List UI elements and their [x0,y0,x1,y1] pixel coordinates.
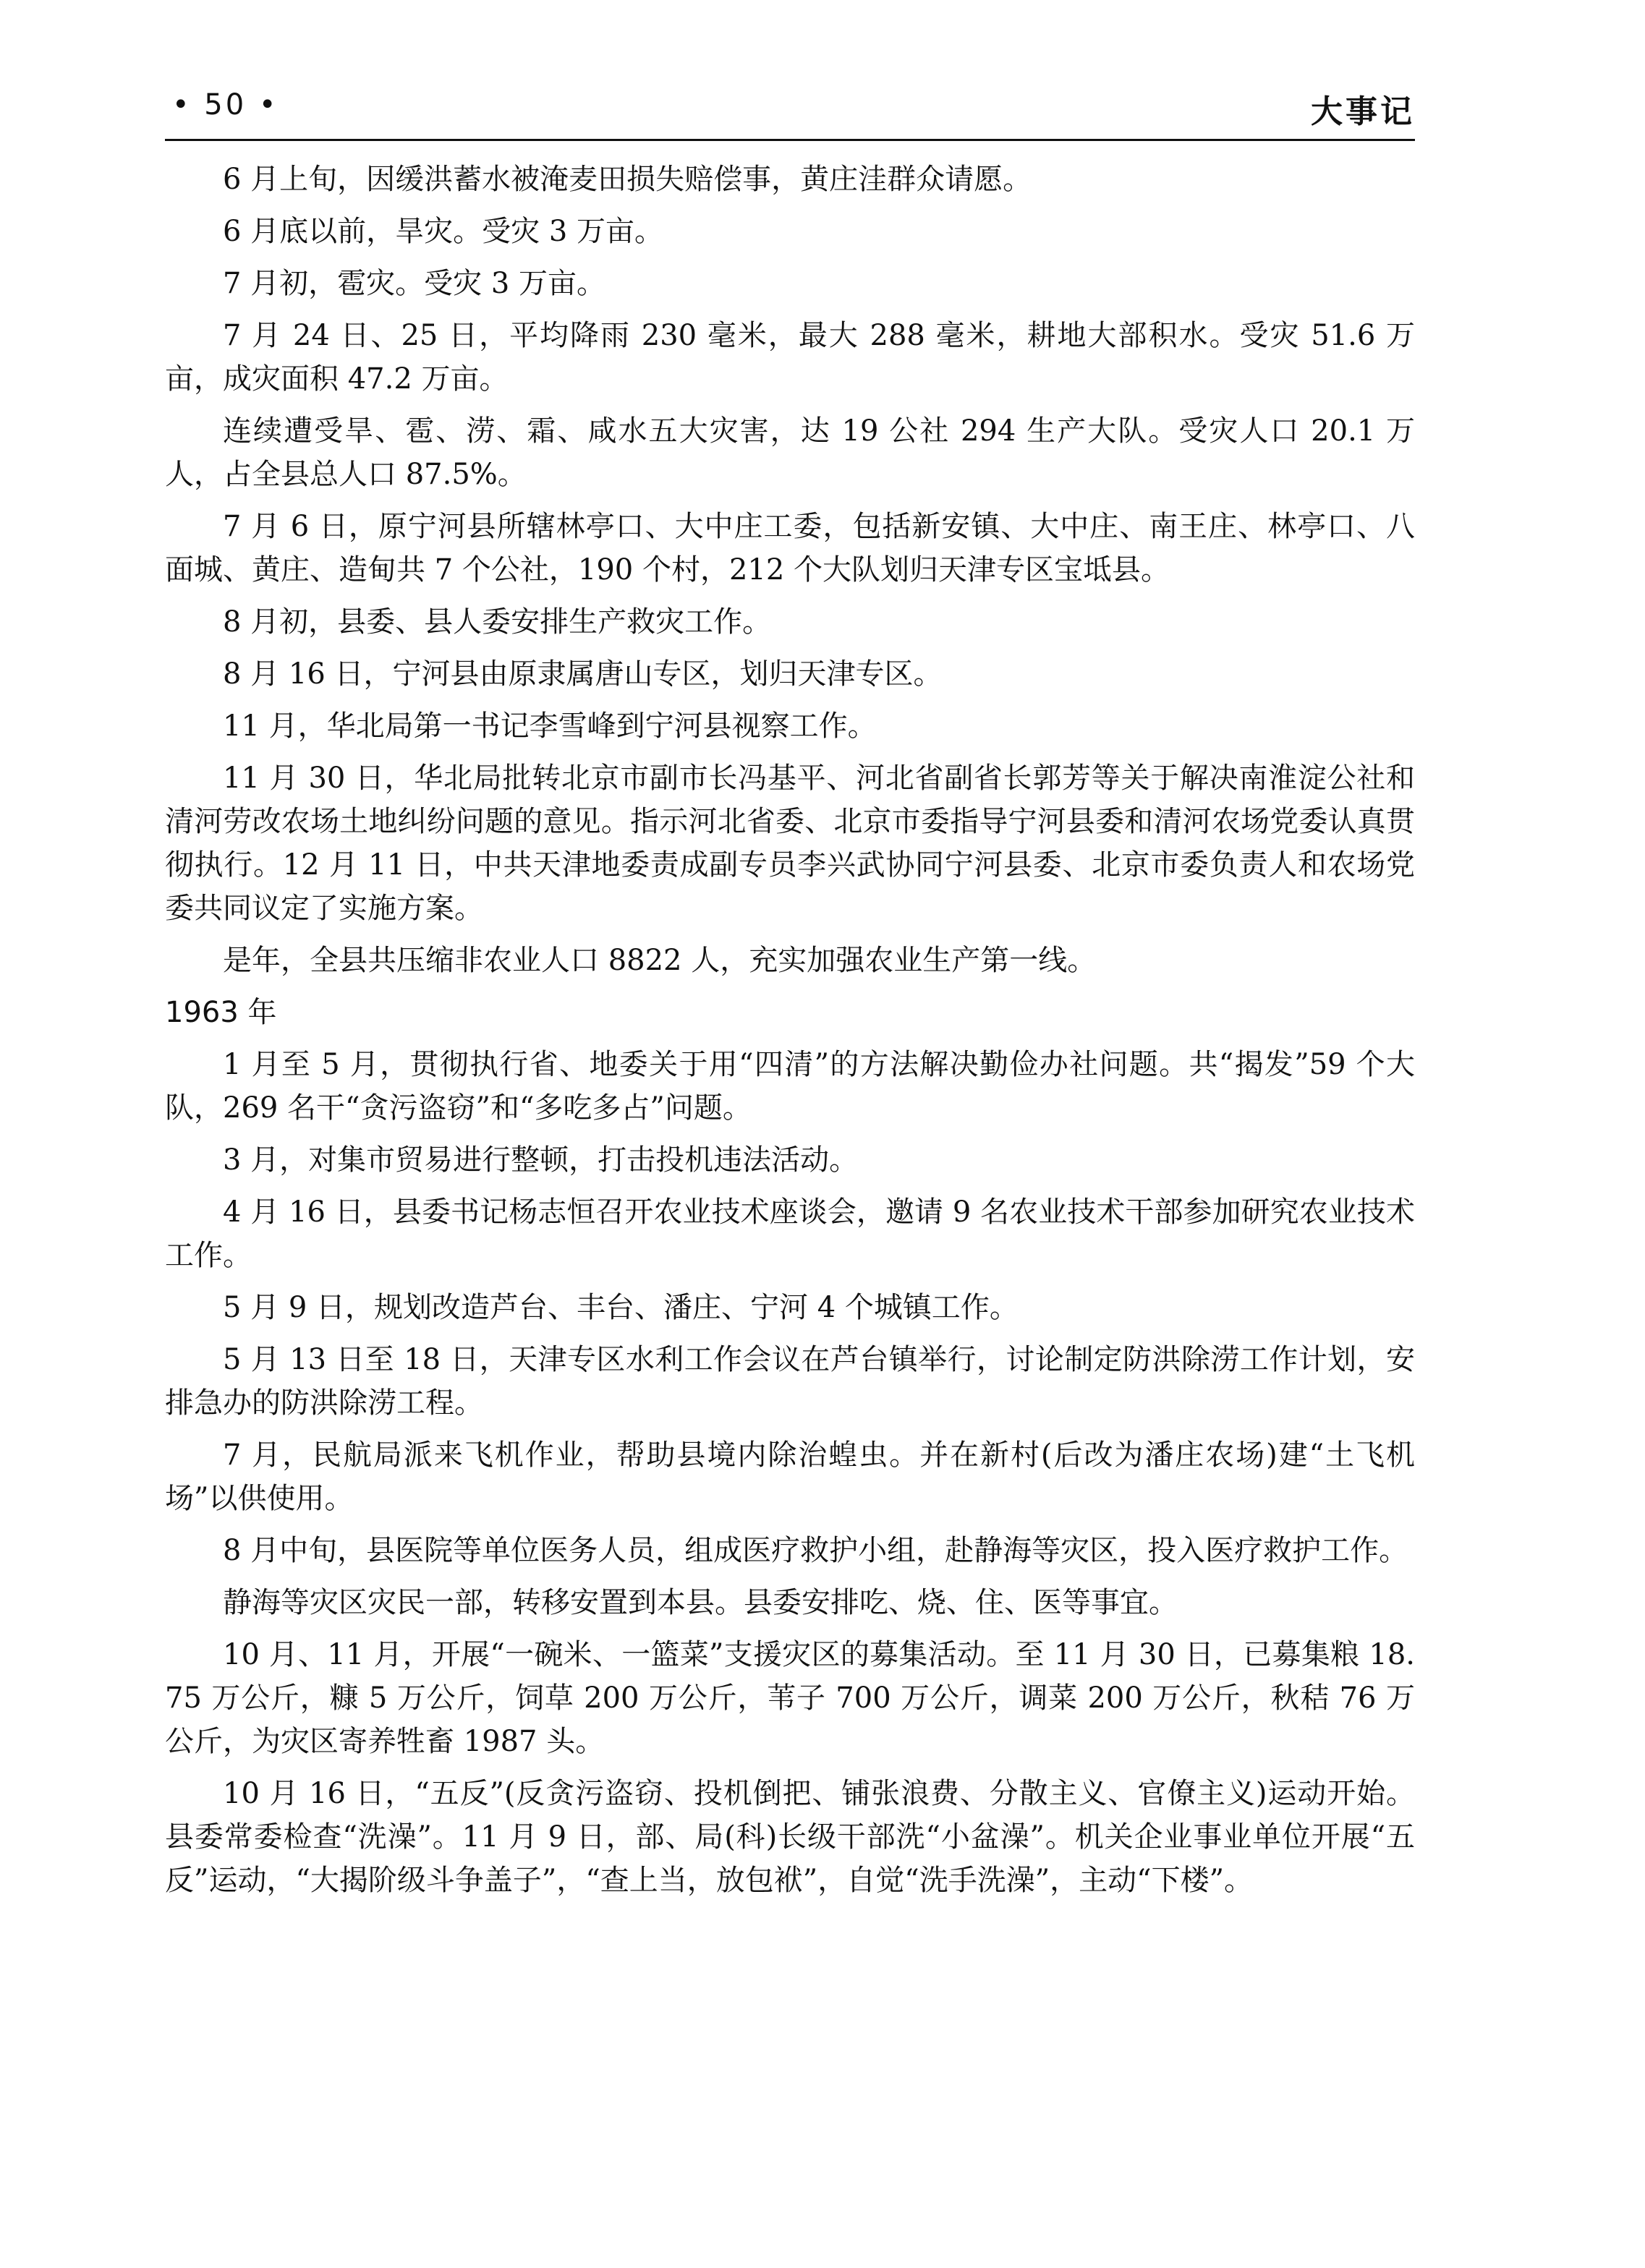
paragraph: 4 月 16 日，县委书记杨志恒召开农业技术座谈会，邀请 9 名农业技术干部参加研究农业技术工作。 [165,1195,1415,1272]
paragraph: 7 月，民航局派来飞机作业，帮助县境内除治蝗虫。并在新村(后改为潘庄农场)建“土飞机场”以供使用。 [165,1438,1415,1515]
page-header [165,85,1415,136]
year-heading: 1963 年 [165,996,277,1029]
paragraph: 8 月 16 日，宁河县由原隶属唐山专区，划归天津专区。 [223,657,943,691]
paragraph: 10 月 16 日，“五反”(反贪污盗窃、投机倒把、铺张浪费、分散主义、官僚主义)运动开始。县委常委检查“洗澡”。11 月 9 日，部、局(科)长级干部洗“小盆澡”。机关企业事业单位开展“五反”运动，“大揭阶级斗争盖子”，“查上当，放包袱”，自觉“洗手洗澡”，主动“下楼”。 [165,1777,1415,1897]
running-title: 大事记 [1311,93,1415,130]
paragraph: 6 月上旬，因缓洪蓄水被淹麦田损失赔偿事，黄庄洼群众请愿。 [223,163,1032,196]
paragraph: 6 月底以前，旱灾。受灾 3 万亩。 [223,215,664,248]
paragraph: 7 月 6 日，原宁河县所辖林亭口、大中庄工委，包括新安镇、大中庄、南王庄、林亭口、八面城、黄庄、造甸共 7 个公社，190 个村，212 个大队划归天津专区宝坻县。 [165,510,1415,587]
paragraph: 5 月 9 日，规划改造芦台、丰台、潘庄、宁河 4 个城镇工作。 [223,1291,1019,1324]
paragraph: 连续遭受旱、雹、涝、霜、咸水五大灾害，达 19 公社 294 生产大队。受灾人口 20.1 万人，占全县总人口 87.5%。 [165,414,1415,491]
paragraph: 7 月 24 日、25 日，平均降雨 230 毫米，最大 288 毫米，耕地大部积水。受灾 51.6 万亩，成灾面积 47.2 万亩。 [165,319,1415,396]
paragraph: 静海等灾区灾民一部，转移安置到本县。县委安排吃、烧、住、医等事宜。 [223,1586,1178,1619]
paragraph: 8 月中旬，县医院等单位医务人员，组成医疗救护小组，赴静海等灾区，投入医疗救护工作。 [223,1534,1408,1567]
page-number: • 50 • [172,88,279,122]
paragraph: 11 月 30 日，华北局批转北京市副市长冯基平、河北省副省长郭芳等关于解决南淮淀公社和清河劳改农场土地纠纷问题的意见。指示河北省委、北京市委指导宁河县委和清河农场党委认真贯彻执行。12 月 11 日，中共天津地委责成副专员李兴武协同宁河县委、北京市委负责人和农场党委共同议定了实施方案。 [165,762,1415,925]
paragraph: 10 月、11 月，开展“一碗米、一篮菜”支援灾区的募集活动。至 11 月 30 日，已募集粮 18.75 万公斤，糠 5 万公斤，饲草 200 万公斤，苇子 700 万公斤，调菜 200 万公斤，秋秸 76 万公斤，为灾区寄养牲畜 1987 头。 [165,1638,1415,1758]
paragraph: 7 月初，雹灾。受灾 3 万亩。 [223,267,606,300]
paragraph: 5 月 13 日至 18 日，天津专区水利工作会议在芦台镇举行，讨论制定防洪除涝工作计划，安排急办的防洪除涝工程。 [165,1343,1415,1420]
header-rule [165,139,1415,141]
paragraph: 8 月初，县委、县人委安排生产救灾工作。 [223,605,772,639]
paragraph: 11 月，华北局第一书记李雪峰到宁河县视察工作。 [223,709,877,743]
paragraph: 1 月至 5 月，贯彻执行省、地委关于用“四清”的方法解决勤俭办社问题。共“揭发”59 个大队，269 名干“贪污盗窃”和“多吃多占”问题。 [165,1048,1415,1125]
paragraph: 是年，全县共压缩非农业人口 8822 人，充实加强农业生产第一线。 [223,944,1097,977]
document-body [165,158,1415,1911]
paragraph: 3 月，对集市贸易进行整顿，打击投机违法活动。 [223,1143,859,1177]
